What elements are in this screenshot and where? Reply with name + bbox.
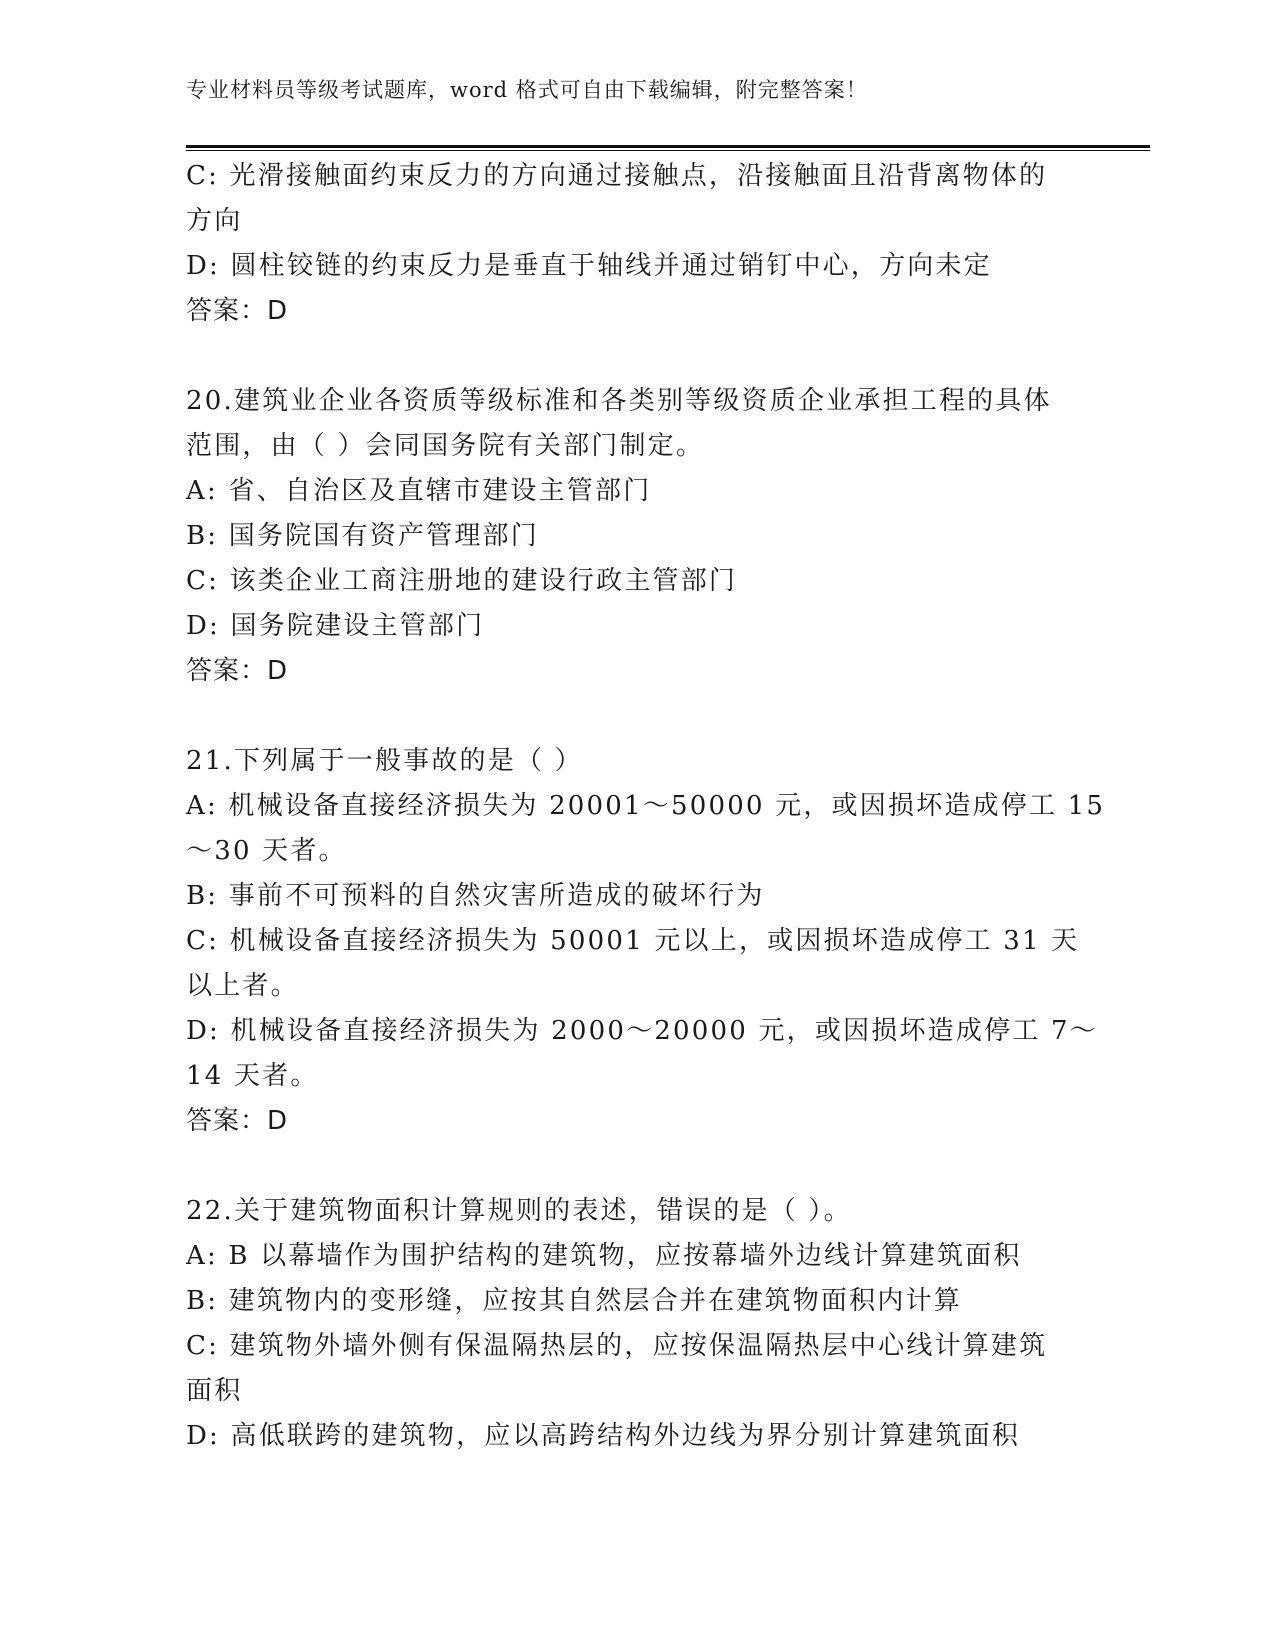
option-d: D: 圆柱铰链的约束反力是垂直于轴线并通过销钉中心，方向未定 <box>186 251 992 281</box>
question-stem: 22.关于建筑物面积计算规则的表述，错误的是（ ）。 <box>186 1196 852 1226</box>
option-a: A: 省、自治区及直辖市建设主管部门 <box>186 476 652 506</box>
question-19-tail <box>186 154 1086 334</box>
document-body <box>186 154 1106 1459</box>
page-header: 专业材料员等级考试题库，word 格式可自由下载编辑，附完整答案！ <box>186 78 868 102</box>
question-22 <box>186 1189 1086 1459</box>
option-b: B: 国务院国有资产管理部门 <box>186 521 539 551</box>
option-d-continued: 14 天者。 <box>186 1061 319 1091</box>
option-c: C: 光滑接触面约束反力的方向通过接触点，沿接触面且沿背离物体的 <box>186 161 1048 191</box>
option-d: D: 国务院建设主管部门 <box>186 611 485 641</box>
option-d: D: 高低联跨的建筑物，应以高跨结构外边线为界分别计算建筑面积 <box>186 1421 1021 1451</box>
header-rule-thin <box>186 150 1150 151</box>
question-21 <box>186 739 1106 1144</box>
answer-line: 答案：D <box>186 1106 289 1136</box>
spacer <box>186 1144 1086 1189</box>
option-a-continued: ～30 天者。 <box>186 836 347 866</box>
option-c: C: 建筑物外墙外侧有保温隔热层的，应按保温隔热层中心线计算建筑 <box>186 1331 1048 1361</box>
question-20 <box>186 379 1086 694</box>
question-stem: 21.下列属于一般事故的是（ ） <box>186 746 583 776</box>
question-stem: 20.建筑业企业各资质等级标准和各类别等级资质企业承担工程的具体 <box>186 386 1052 416</box>
spacer <box>186 334 1086 379</box>
option-b: B: 事前不可预料的自然灾害所造成的破坏行为 <box>186 881 765 911</box>
option-c-continued: 以上者。 <box>186 971 299 1001</box>
header-rule-thick <box>186 145 1150 148</box>
option-b: B: 建筑物内的变形缝，应按其自然层合并在建筑物面积内计算 <box>186 1286 962 1316</box>
spacer <box>186 694 1086 739</box>
answer-line: 答案：D <box>186 296 289 326</box>
option-c-continued: 方向 <box>186 206 243 236</box>
question-stem-continued: 范围，由（ ）会同国务院有关部门制定。 <box>186 431 705 461</box>
option-c-continued: 面积 <box>186 1376 243 1406</box>
option-c: C: 该类企业工商注册地的建设行政主管部门 <box>186 566 738 596</box>
option-d: D: 机械设备直接经济损失为 2000～20000 元，或因损坏造成停工 7～ <box>186 1016 1098 1046</box>
option-a: A: B 以幕墙作为围护结构的建筑物，应按幕墙外边线计算建筑面积 <box>186 1241 1022 1271</box>
option-c: C: 机械设备直接经济损失为 50001 元以上，或因损坏造成停工 31 天 <box>186 926 1080 956</box>
option-a: A: 机械设备直接经济损失为 20001～50000 元，或因损坏造成停工 15 <box>186 791 1106 821</box>
answer-line: 答案：D <box>186 656 289 686</box>
